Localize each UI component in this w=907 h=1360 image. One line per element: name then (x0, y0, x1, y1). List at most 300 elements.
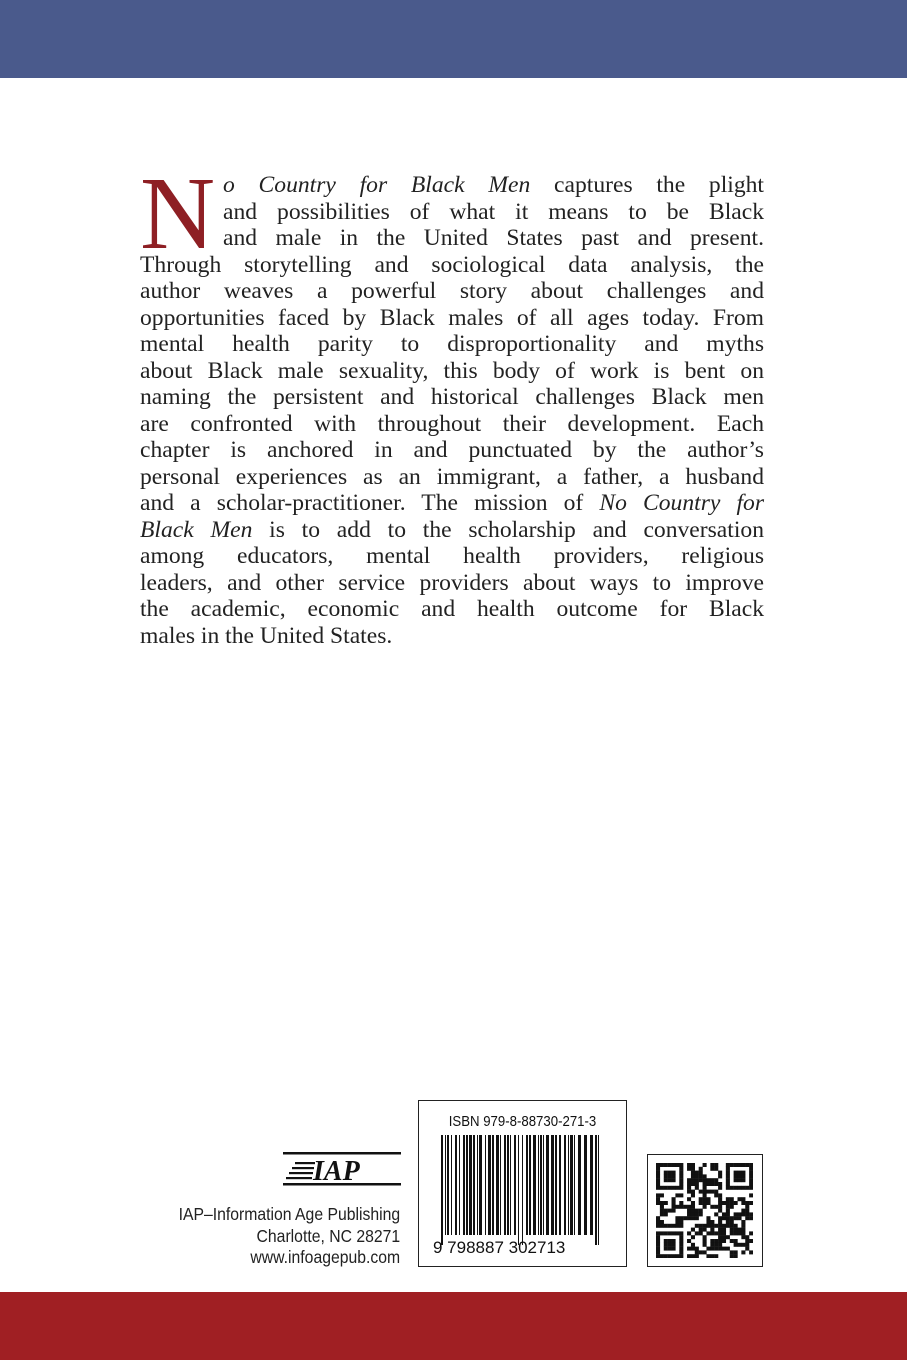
barcode-bar (469, 1135, 472, 1235)
qr-module (660, 1193, 664, 1197)
qr-module (660, 1205, 664, 1209)
qr-module (710, 1220, 714, 1224)
qr-module (714, 1205, 718, 1209)
qr-module (741, 1163, 745, 1167)
qr-module (749, 1171, 753, 1175)
qr-module (656, 1186, 660, 1190)
isbn-label: ISBN 979-8-88730-271-3 (448, 1113, 597, 1130)
qr-module (664, 1163, 668, 1167)
qr-module (656, 1235, 660, 1239)
qr-module (718, 1205, 722, 1209)
qr-module (710, 1163, 714, 1167)
qr-module (656, 1174, 660, 1178)
qr-module (687, 1190, 691, 1194)
qr-module (691, 1163, 695, 1167)
qr-module (656, 1163, 660, 1167)
qr-module (656, 1243, 660, 1247)
qr-module (730, 1216, 734, 1220)
qr-module (656, 1193, 660, 1197)
qr-module (710, 1243, 714, 1247)
qr-module (734, 1239, 738, 1243)
qr-module (695, 1186, 699, 1190)
qr-module (656, 1171, 660, 1175)
description-line (223, 199, 764, 226)
qr-module (679, 1174, 683, 1178)
barcode-bar (529, 1135, 531, 1235)
qr-module (718, 1186, 722, 1190)
qr-module (718, 1193, 722, 1197)
barcode-bar (533, 1135, 536, 1235)
qr-module (687, 1209, 691, 1213)
qr-module (749, 1167, 753, 1171)
qr-module (656, 1178, 660, 1182)
barcode-bar (514, 1135, 516, 1235)
qr-module (745, 1186, 749, 1190)
text-segment: naming the persistent and historical challenges Black men (140, 384, 764, 410)
qr-module (730, 1239, 734, 1243)
book-title-italic: o Country for Black Men (223, 172, 531, 198)
qr-module (714, 1163, 718, 1167)
qr-module (722, 1224, 726, 1228)
qr-module (741, 1209, 745, 1213)
barcode-bar (564, 1135, 566, 1235)
barcode-bar (504, 1135, 506, 1235)
qr-module (726, 1174, 730, 1178)
qr-module (718, 1201, 722, 1205)
qr-module (726, 1171, 730, 1175)
qr-module (745, 1209, 749, 1213)
qr-module (699, 1228, 703, 1232)
description-line (140, 570, 764, 597)
qr-module (741, 1201, 745, 1205)
qr-module (703, 1190, 707, 1194)
qr-module (730, 1186, 734, 1190)
qr-module (703, 1163, 707, 1167)
qr-module (691, 1171, 695, 1175)
qr-module (749, 1231, 753, 1235)
qr-module (741, 1171, 745, 1175)
qr-module (726, 1247, 730, 1251)
publisher-website[interactable]: www.infoagepub.com (250, 1247, 400, 1267)
qr-module (714, 1243, 718, 1247)
qr-module (691, 1247, 695, 1251)
qr-module (679, 1201, 683, 1205)
qr-module (710, 1182, 714, 1186)
text-segment: and male in the United States past and present. (223, 225, 764, 251)
qr-module (741, 1178, 745, 1182)
qr-module (726, 1178, 730, 1182)
qr-module (675, 1205, 679, 1209)
barcode-bar (551, 1135, 554, 1235)
barcode-bar (538, 1135, 539, 1235)
qr-module (714, 1212, 718, 1216)
qr-module (668, 1231, 672, 1235)
qr-module (664, 1212, 668, 1216)
qr-module (699, 1224, 703, 1228)
qr-module (741, 1243, 745, 1247)
qr-module (679, 1231, 683, 1235)
qr-module (699, 1201, 703, 1205)
qr-module (741, 1235, 745, 1239)
qr-module (749, 1178, 753, 1182)
qr-module (687, 1254, 691, 1258)
barcode-bar (485, 1135, 486, 1235)
qr-module (734, 1216, 738, 1220)
qr-module (687, 1212, 691, 1216)
description-line (140, 517, 764, 544)
qr-module (687, 1167, 691, 1171)
qr-module (668, 1247, 672, 1251)
qr-module (726, 1186, 730, 1190)
qr-module (695, 1247, 699, 1251)
qr-module (718, 1216, 722, 1220)
qr-module (664, 1239, 668, 1243)
qr-module (741, 1231, 745, 1235)
qr-module (703, 1174, 707, 1178)
qr-module (656, 1224, 660, 1228)
qr-module (745, 1216, 749, 1220)
qr-module (699, 1171, 703, 1175)
qr-module (656, 1231, 660, 1235)
text-segment: are confronted with throughout their development. Each (140, 410, 764, 437)
qr-module (745, 1212, 749, 1216)
barcode-bar (574, 1135, 575, 1235)
qr-module (722, 1235, 726, 1239)
qr-module (660, 1254, 664, 1258)
qr-module (691, 1205, 695, 1209)
qr-module (664, 1224, 668, 1228)
qr-module (718, 1174, 722, 1178)
qr-module (672, 1163, 676, 1167)
qr-module (672, 1254, 676, 1258)
qr-module (706, 1216, 710, 1220)
qr-module (706, 1247, 710, 1251)
qr-module (722, 1201, 726, 1205)
qr-module (722, 1212, 726, 1216)
book-title-italic: Black Men (140, 516, 253, 543)
qr-module (734, 1212, 738, 1216)
qr-module (687, 1231, 691, 1235)
qr-module (734, 1186, 738, 1190)
qr-module (687, 1197, 691, 1201)
qr-module (726, 1205, 730, 1209)
qr-module (668, 1224, 672, 1228)
qr-module (737, 1178, 741, 1182)
qr-module (695, 1212, 699, 1216)
qr-module (741, 1224, 745, 1228)
barcode-bar (477, 1135, 478, 1235)
qr-module (668, 1254, 672, 1258)
qr-module (695, 1171, 699, 1175)
text-segment: the academic, economic and health outcome for Black (140, 596, 764, 622)
qr-module (664, 1254, 668, 1258)
qr-module (675, 1193, 679, 1197)
barcode-bar (559, 1135, 561, 1235)
qr-module (706, 1197, 710, 1201)
qr-module (660, 1220, 664, 1224)
qr-module (710, 1231, 714, 1235)
barcode-bar (570, 1135, 573, 1235)
qr-module (741, 1250, 745, 1254)
qr-module (714, 1182, 718, 1186)
qr-module (718, 1231, 722, 1235)
book-title-italic: No Country for (599, 490, 764, 516)
qr-module (710, 1167, 714, 1171)
qr-module (703, 1193, 707, 1197)
qr-module (706, 1190, 710, 1194)
text-segment: captures the plight (530, 172, 764, 198)
text-segment: among educators, mental health providers, religious (140, 543, 764, 569)
qr-module (660, 1231, 664, 1235)
description-line (140, 305, 764, 332)
qr-module (714, 1239, 718, 1243)
qr-module (734, 1201, 738, 1205)
qr-module (691, 1216, 695, 1220)
qr-module (668, 1178, 672, 1182)
qr-module (672, 1247, 676, 1251)
qr-module (745, 1201, 749, 1205)
qr-module (664, 1171, 668, 1175)
qr-module (668, 1171, 672, 1175)
qr-module (718, 1182, 722, 1186)
description-line (140, 252, 764, 279)
qr-module (699, 1174, 703, 1178)
qr-module (734, 1243, 738, 1247)
qr-module (714, 1247, 718, 1251)
qr-module (730, 1163, 734, 1167)
qr-module (668, 1174, 672, 1178)
barcode-bar (540, 1135, 542, 1235)
qr-module (737, 1212, 741, 1216)
qr-module (679, 1250, 683, 1254)
qr-module (675, 1186, 679, 1190)
qr-module (703, 1250, 707, 1254)
description-line (140, 384, 764, 411)
qr-module (679, 1171, 683, 1175)
qr-module (703, 1182, 707, 1186)
qr-module (664, 1247, 668, 1251)
qr-module (714, 1178, 718, 1182)
qr-module (699, 1231, 703, 1235)
qr-module (679, 1193, 683, 1197)
qr-module (730, 1228, 734, 1232)
text-segment: males in the United States. (140, 622, 393, 649)
qr-module (726, 1224, 730, 1228)
qr-module (675, 1231, 679, 1235)
qr-module (718, 1197, 722, 1201)
qr-module (699, 1209, 703, 1213)
qr-module (734, 1224, 738, 1228)
description-line (140, 358, 764, 385)
qr-module (668, 1209, 672, 1213)
qr-module (730, 1250, 734, 1254)
qr-module (660, 1212, 664, 1216)
qr-module (726, 1212, 730, 1216)
barcode-bar (441, 1135, 443, 1245)
qr-module (722, 1216, 726, 1220)
qr-module (722, 1247, 726, 1251)
barcode-bar (451, 1135, 452, 1235)
qr-module (672, 1243, 676, 1247)
qr-module (703, 1205, 707, 1209)
qr-module (664, 1243, 668, 1247)
qr-module (741, 1174, 745, 1178)
barcode-bar (543, 1135, 544, 1235)
description-line (140, 543, 764, 570)
drop-cap: N (140, 156, 216, 271)
svg-text:IAP: IAP (313, 1156, 360, 1186)
qr-module (726, 1201, 730, 1205)
qr-module (660, 1186, 664, 1190)
qr-module (734, 1231, 738, 1235)
qr-module (660, 1163, 664, 1167)
qr-module (718, 1239, 722, 1243)
qr-module (672, 1209, 676, 1213)
text-segment: about Black male sexuality, this body of work is bent on (140, 357, 764, 384)
qr-module (687, 1239, 691, 1243)
qr-module (679, 1235, 683, 1239)
barcode-bar (463, 1135, 465, 1235)
qr-module (695, 1254, 699, 1258)
qr-module (710, 1178, 714, 1182)
qr-module (730, 1254, 734, 1258)
qr-module (749, 1216, 753, 1220)
barcode-bar (578, 1135, 581, 1235)
qr-module (679, 1220, 683, 1224)
qr-module (679, 1216, 683, 1220)
publisher-address (178, 1204, 400, 1269)
text-segment: mental health parity to disproportionality and myths (140, 331, 764, 357)
text-segment: opportunities faced by Black males of all ages today. From (140, 304, 764, 331)
qr-module (672, 1231, 676, 1235)
qr-module (691, 1201, 695, 1205)
text-segment: and a scholar-practitioner. The mission of (140, 490, 600, 516)
qr-module (668, 1239, 672, 1243)
qr-module (679, 1239, 683, 1243)
qr-module (737, 1228, 741, 1232)
qr-module (734, 1163, 738, 1167)
description-line (140, 490, 764, 517)
barcode-bar (445, 1135, 446, 1235)
qr-module (710, 1190, 714, 1194)
qr-module (741, 1212, 745, 1216)
barcode-bar (510, 1135, 511, 1235)
qr-module (695, 1182, 699, 1186)
barcode-bar (595, 1135, 597, 1245)
qr-module (718, 1243, 722, 1247)
text-segment: is to add to the scholarship and conversation (252, 516, 764, 543)
qr-module (668, 1163, 672, 1167)
qr-module (749, 1174, 753, 1178)
qr-module (730, 1220, 734, 1224)
qr-module (741, 1228, 745, 1232)
text-segment: leaders, and other service providers about ways to improve (140, 569, 764, 596)
qr-module (734, 1174, 738, 1178)
qr-module (710, 1247, 714, 1251)
qr-module (668, 1243, 672, 1247)
qr-module (687, 1163, 691, 1167)
qr-module (737, 1243, 741, 1247)
qr-module (672, 1178, 676, 1182)
text-segment: author weaves a powerful story about challenges and (140, 278, 764, 304)
description-line (140, 464, 764, 491)
qr-module (695, 1174, 699, 1178)
qr-module (679, 1205, 683, 1209)
qr-module (691, 1254, 695, 1258)
qr-module (718, 1224, 722, 1228)
qr-module (660, 1201, 664, 1205)
qr-module (656, 1182, 660, 1186)
qr-module (749, 1163, 753, 1167)
qr-module (675, 1220, 679, 1224)
qr-module (706, 1254, 710, 1258)
qr-module (718, 1228, 722, 1232)
top-color-band (0, 0, 907, 78)
qr-module (703, 1186, 707, 1190)
qr-module (706, 1178, 710, 1182)
qr-module (675, 1163, 679, 1167)
qr-module (656, 1247, 660, 1251)
barcode-bar (492, 1135, 494, 1235)
qr-module (687, 1178, 691, 1182)
qr-module (656, 1216, 660, 1220)
qr-module (737, 1171, 741, 1175)
text-segment: Through storytelling and sociological data analysis, the (140, 251, 764, 278)
qr-module (737, 1197, 741, 1201)
qr-module (664, 1201, 668, 1205)
qr-module (679, 1178, 683, 1182)
qr-module (691, 1235, 695, 1239)
qr-module (679, 1163, 683, 1167)
qr-module (699, 1167, 703, 1171)
qr-module (679, 1186, 683, 1190)
qr-module (672, 1186, 676, 1190)
qr-module (714, 1254, 718, 1258)
qr-module (718, 1235, 722, 1239)
qr-module (691, 1190, 695, 1194)
qr-module (679, 1167, 683, 1171)
qr-module (718, 1171, 722, 1175)
qr-module (714, 1167, 718, 1171)
publisher-name: IAP–Information Age Publishing (178, 1204, 400, 1224)
qr-module (714, 1190, 718, 1194)
qr-module (679, 1182, 683, 1186)
barcode-bar (447, 1135, 449, 1235)
qr-code (647, 1154, 763, 1267)
qr-module (703, 1178, 707, 1182)
barcode-bar (455, 1135, 457, 1235)
qr-module (691, 1209, 695, 1213)
isbn-barcode (418, 1100, 627, 1267)
qr-module (699, 1197, 703, 1201)
qr-module (675, 1216, 679, 1220)
qr-module (664, 1209, 668, 1213)
qr-module (664, 1178, 668, 1182)
qr-module (656, 1250, 660, 1254)
qr-module (683, 1216, 687, 1220)
qr-module (730, 1224, 734, 1228)
text-segment: personal experiences as an immigrant, a father, a husband (140, 463, 764, 490)
qr-module (718, 1220, 722, 1224)
qr-module (691, 1228, 695, 1232)
book-description (140, 156, 764, 649)
qr-module (683, 1205, 687, 1209)
qr-module (656, 1197, 660, 1201)
qr-module (734, 1178, 738, 1182)
qr-module (664, 1174, 668, 1178)
qr-module (691, 1243, 695, 1247)
qr-module (730, 1231, 734, 1235)
